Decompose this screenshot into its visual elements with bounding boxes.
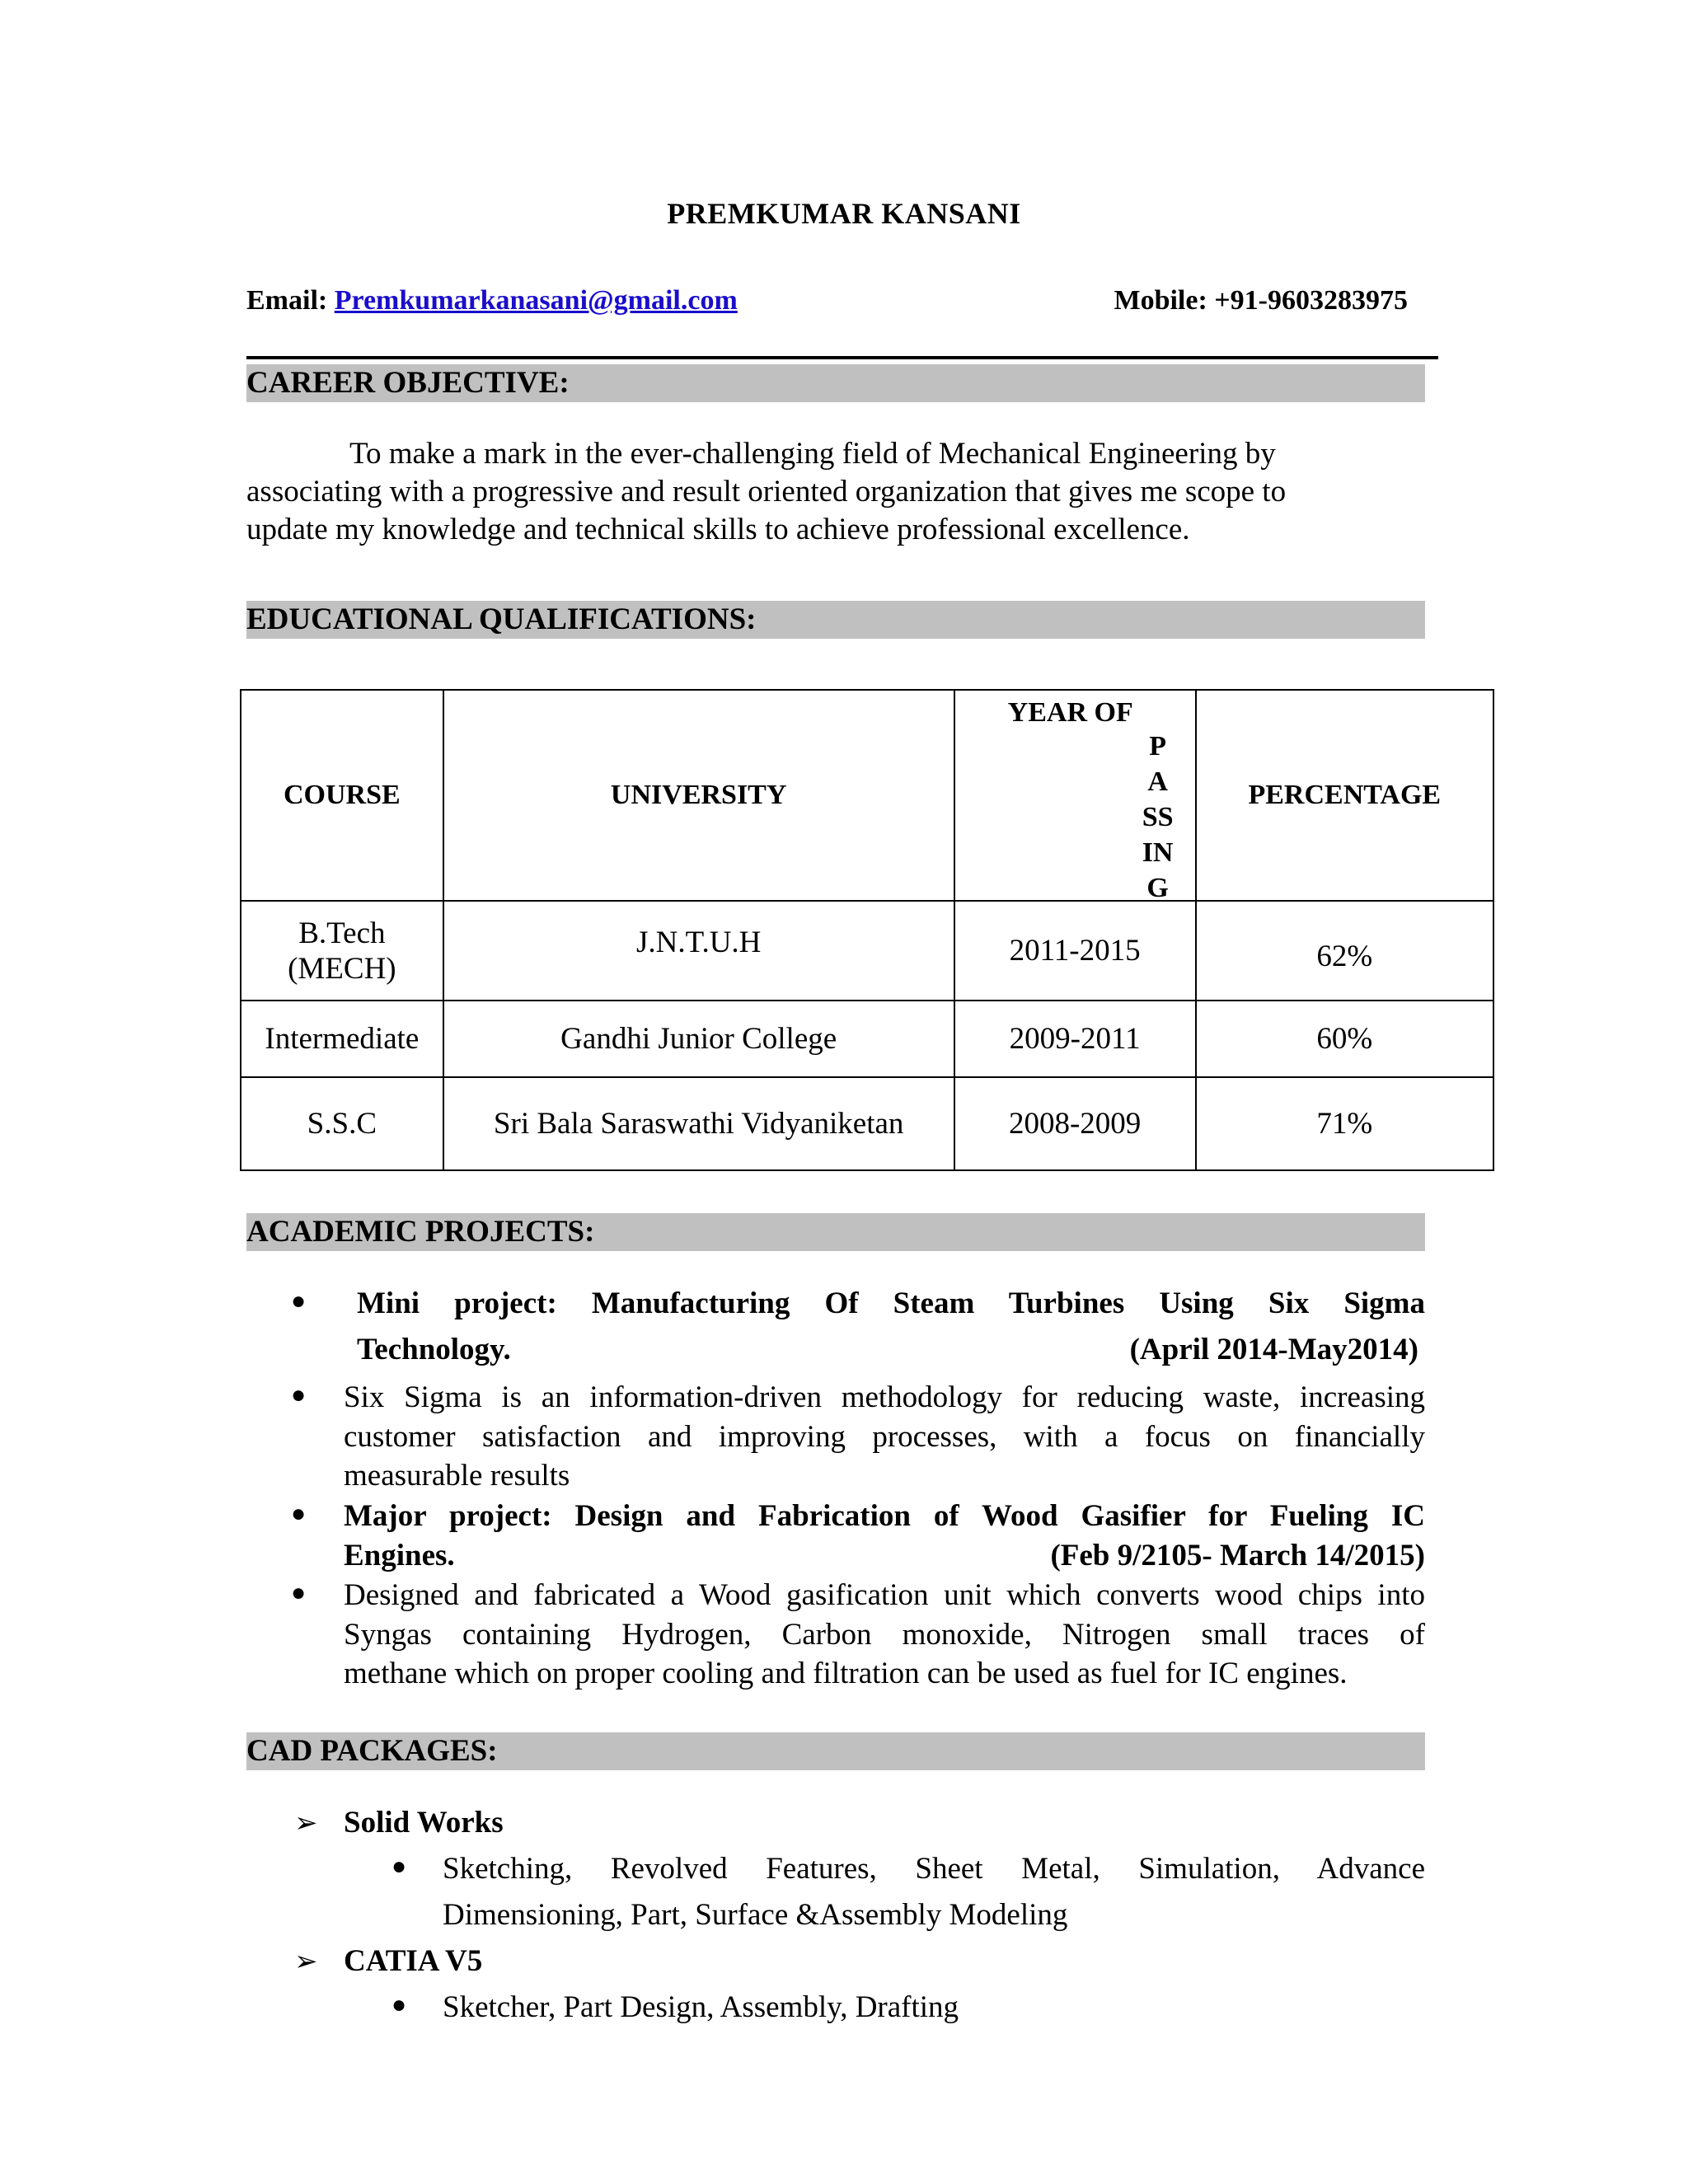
education-table — [240, 689, 1494, 1171]
header-year-a: A — [1147, 766, 1168, 797]
cell-course — [241, 901, 443, 1001]
cell-percentage: 62% — [1196, 901, 1493, 1001]
bullet-icon: ● — [291, 1579, 307, 1606]
header-year-g: G — [1146, 873, 1169, 903]
major-project-date: (Feb 9/2105- March 14/2015) — [1050, 1539, 1425, 1572]
table-header-row — [241, 690, 1493, 901]
major-desc-line-1: Designed and fabricated a Wood gasification unit which converts wood chips into — [344, 1578, 1425, 1612]
solidworks-features-line-2: Dimensioning, Part, Surface &Assembly Modeling — [443, 1898, 1068, 1932]
arrow-bullet-icon: ➢ — [294, 1947, 318, 1977]
mobile-line — [1114, 285, 1408, 316]
header-divider — [246, 356, 1438, 359]
email-label: Email: — [246, 285, 328, 316]
course-line-1: B.Tech — [298, 916, 386, 950]
cell-university: Gandhi Junior College — [443, 1001, 954, 1077]
major-desc-line-3: methane which on proper cooling and filtration can be used as fuel for IC engines. — [344, 1657, 1348, 1690]
cell-year: 2011-2015 — [954, 901, 1196, 1001]
catia-features-line-1: Sketcher, Part Design, Assembly, Drafting — [443, 1990, 959, 2024]
major-desc-line-2: Syngas containing Hydrogen, Carbon monoxide, Nitrogen small traces of — [344, 1618, 1425, 1652]
email-link[interactable]: Premkumarkanasani@gmail.com — [334, 285, 738, 316]
section-heading-cad: CAD PACKAGES: — [246, 1732, 1425, 1770]
objective-line-3: update my knowledge and technical skills to achieve professional excellence. — [246, 513, 1190, 546]
mini-project-date: (April 2014-May2014) — [1129, 1333, 1418, 1366]
course-line-2: (MECH) — [288, 951, 396, 986]
cell-university: Sri Bala Saraswathi Vidyaniketan — [443, 1077, 954, 1170]
cell-year: 2009-2011 — [954, 1001, 1196, 1077]
bullet-icon: ● — [392, 1991, 407, 2018]
candidate-name: PREMKUMAR KANSANI — [667, 197, 1021, 230]
section-heading-career: CAREER OBJECTIVE: — [246, 364, 1425, 402]
section-heading-education: EDUCATIONAL QUALIFICATIONS: — [246, 601, 1425, 639]
header-year-stack — [1137, 729, 1179, 906]
cell-percentage: 60% — [1196, 1001, 1493, 1077]
bullet-icon: ● — [291, 1287, 307, 1315]
arrow-bullet-icon: ➢ — [294, 1808, 318, 1839]
mobile-number: +91-9603283975 — [1214, 285, 1408, 316]
header-percentage: PERCENTAGE — [1196, 690, 1493, 901]
mini-desc-line-1: Six Sigma is an information-driven methodology for reducing waste, increasing — [344, 1380, 1425, 1414]
cad-catia: CATIA V5 — [344, 1944, 483, 1978]
bullet-icon: ● — [291, 1500, 307, 1527]
cell-percentage: 71% — [1196, 1077, 1493, 1170]
career-objective-text — [246, 435, 1367, 549]
objective-line-1-text: To make a mark in the ever-challenging field of Mechanical Engineering by — [349, 437, 1276, 471]
table-row — [241, 901, 1493, 1001]
header-year-p: P — [1149, 731, 1166, 762]
solidworks-features-line-1: Sketching, Revolved Features, Sheet Metal, Simulation, Advance — [443, 1852, 1425, 1886]
header-year-line1: YEAR OF — [1007, 697, 1133, 728]
header-course: COURSE — [241, 690, 443, 901]
bullet-icon: ● — [291, 1381, 307, 1408]
cell-year: 2008-2009 — [954, 1077, 1196, 1170]
objective-line-1 — [246, 435, 1367, 473]
mini-desc-line-3: measurable results — [344, 1459, 570, 1493]
table-row — [241, 1077, 1493, 1170]
table-row — [241, 1001, 1493, 1077]
cell-course: Intermediate — [241, 1001, 443, 1077]
cell-course: S.S.C — [241, 1077, 443, 1170]
header-year-ss: SS — [1142, 802, 1174, 832]
header-year-in: IN — [1142, 837, 1174, 868]
bullet-icon: ● — [392, 1853, 407, 1880]
cad-solidworks: Solid Works — [344, 1806, 504, 1840]
cad-packages-list — [246, 1805, 1425, 2024]
header-year-of-passing — [954, 690, 1196, 901]
major-project-title-line-2: Engines. — [344, 1539, 455, 1572]
mini-project-title-line-2: Technology. — [357, 1333, 511, 1366]
cell-university: J.N.T.U.H — [443, 901, 954, 1001]
objective-line-2: associating with a progressive and result oriented organization that gives me scope to — [246, 475, 1287, 509]
mini-project-title-line-1: Mini project: Manufacturing Of Steam Turbines Using Six Sigma — [357, 1286, 1425, 1320]
email-line — [246, 285, 738, 316]
section-heading-projects: ACADEMIC PROJECTS: — [246, 1213, 1425, 1251]
mobile-label: Mobile: — [1114, 285, 1207, 316]
mini-desc-line-2: customer satisfaction and improving processes, with a focus on financially — [344, 1420, 1425, 1454]
header-university: UNIVERSITY — [443, 690, 954, 901]
major-project-title-line-1: Major project: Design and Fabrication of Wood Gasifier for Fueling IC — [344, 1499, 1425, 1533]
